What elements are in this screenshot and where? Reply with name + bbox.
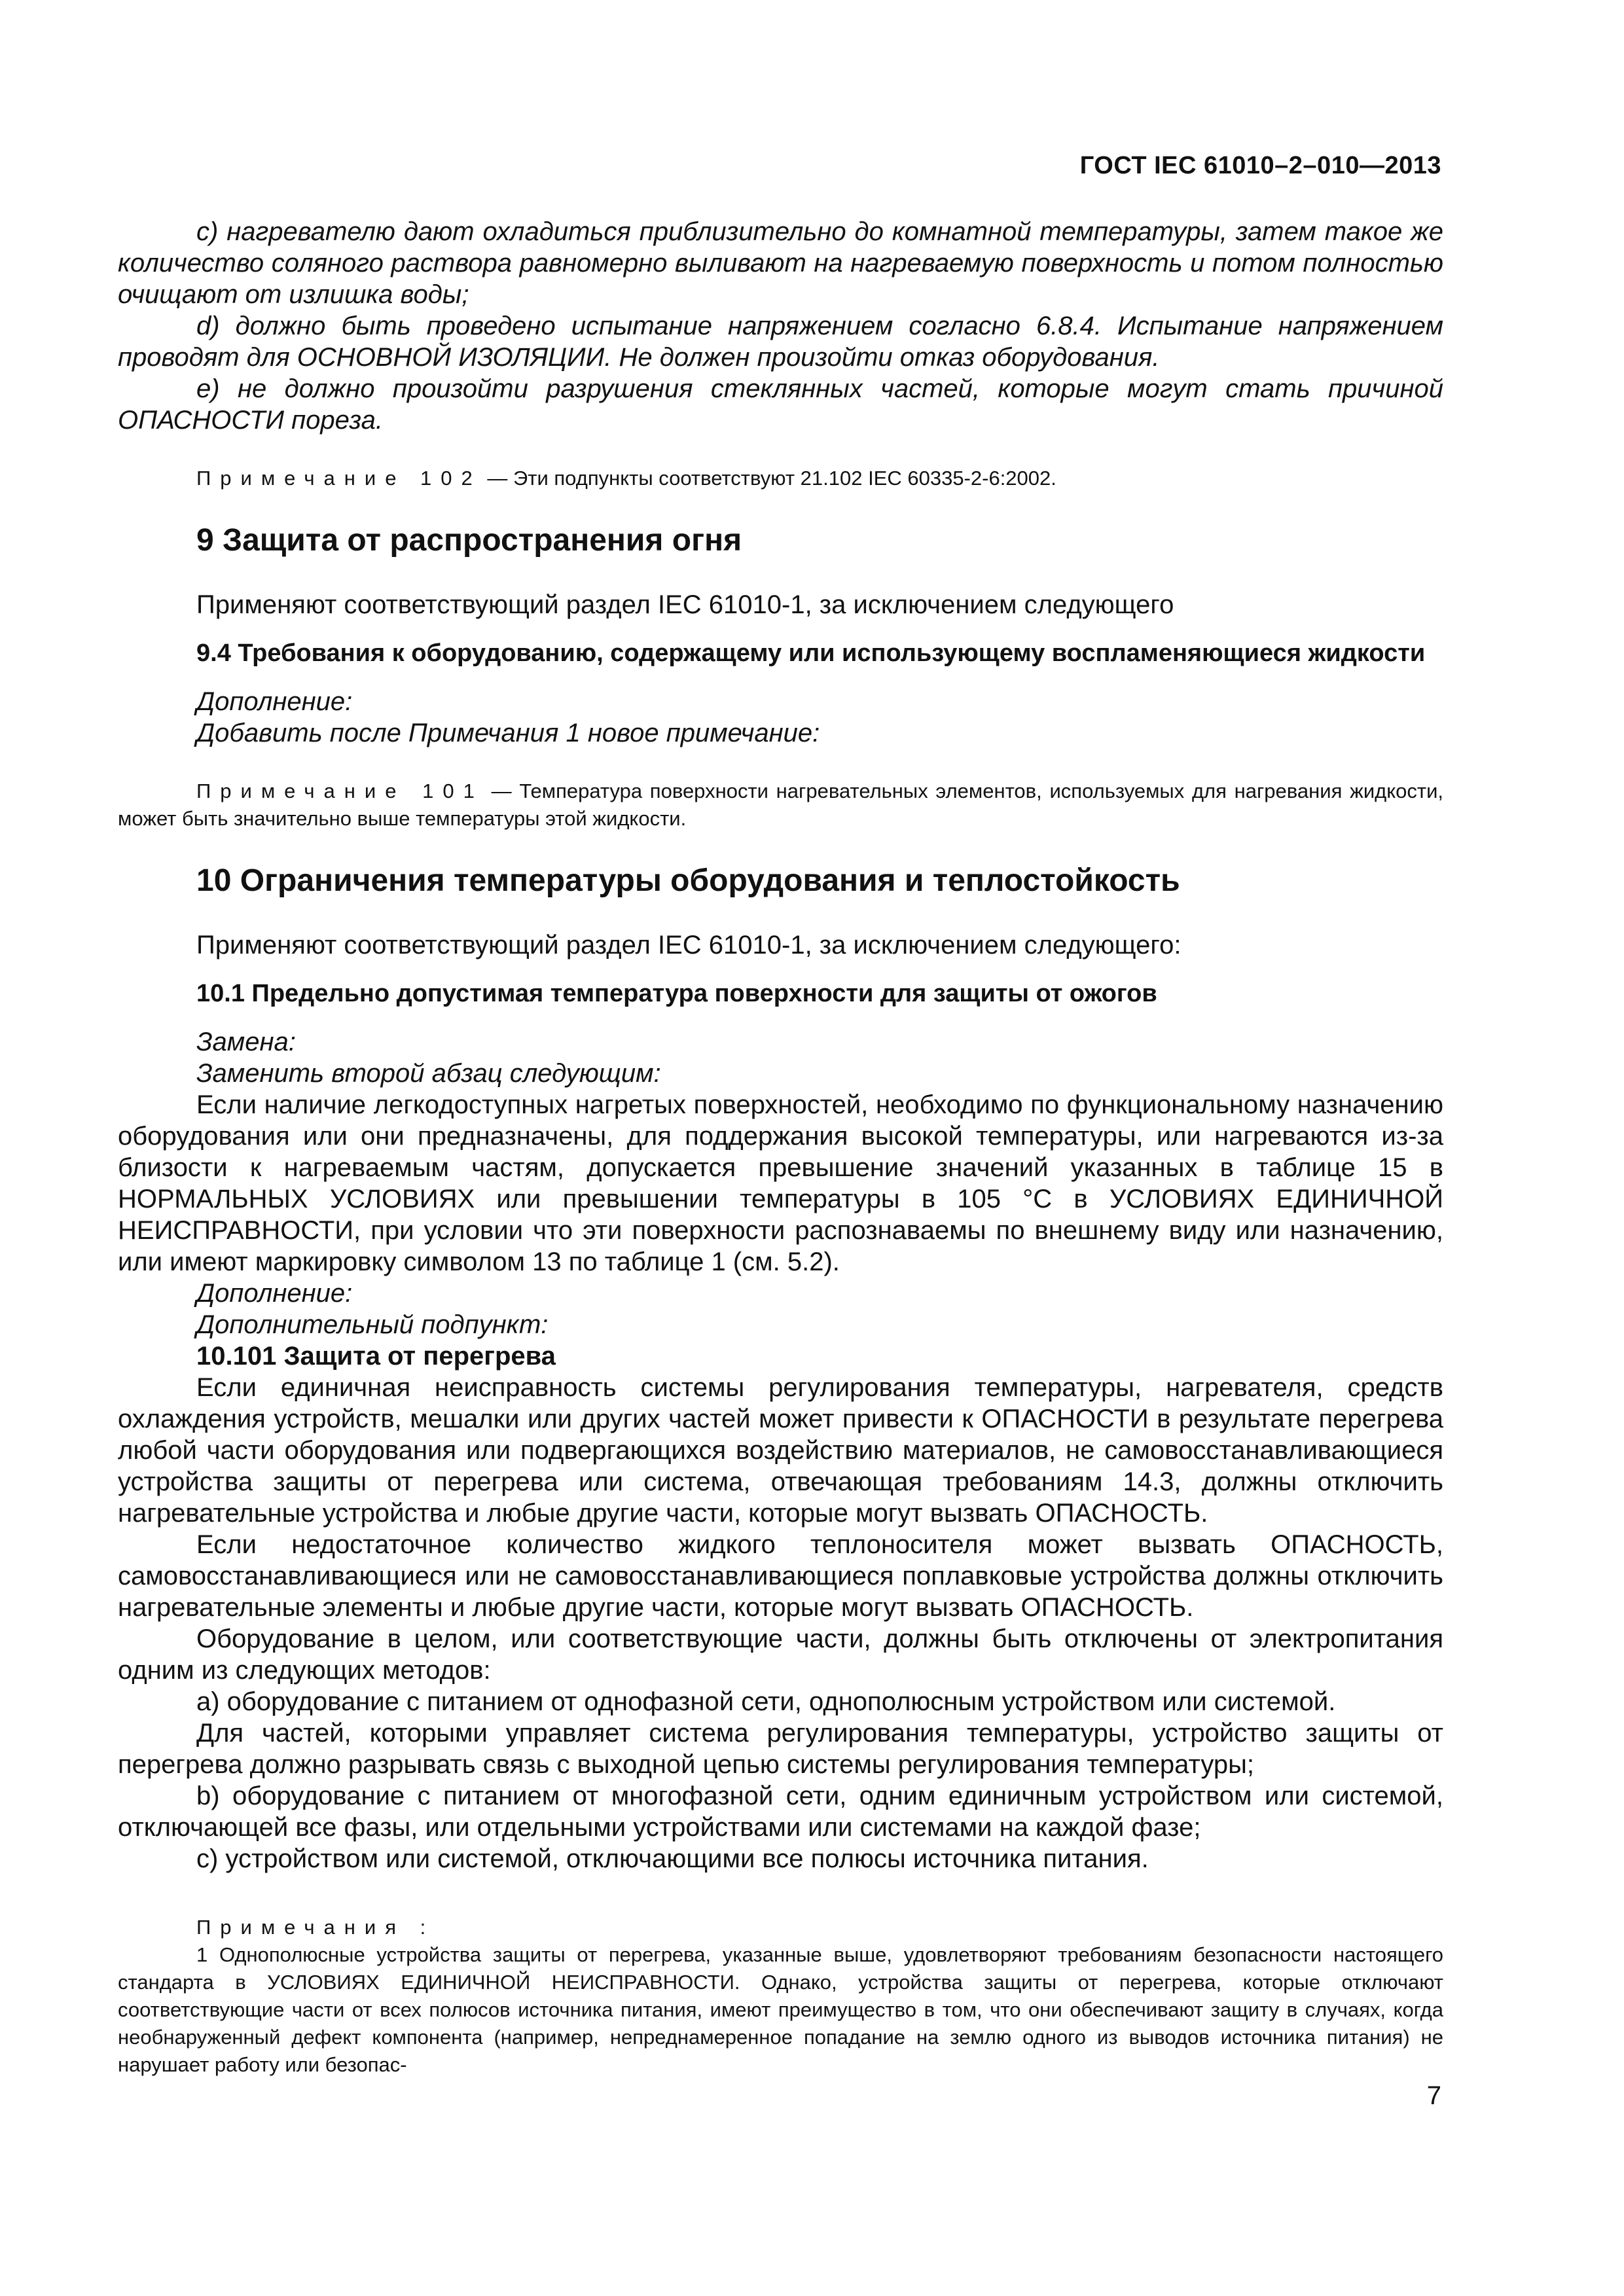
subclause-heading-10-101: 10.101 Защита от перегрева [196, 1342, 556, 1371]
section-heading-9: 9 Защита от распространения огня [196, 523, 742, 558]
list-item-b: b) оборудование с питанием от многофазной сети, одним единичным устройством или системой, отключающей все фазы, или отдельными устройствами или системами на каждой фазе; [118, 1782, 1443, 1842]
addition-label-2: Дополнение: [196, 1279, 353, 1308]
note-102-text: — Эти подпункты соответствуют 21.102 IEC 60335-2-6:2002. [481, 467, 1056, 490]
note-101-label: Примечание 101 [196, 780, 484, 802]
additional-subclause-label: Дополнительный подпункт: [196, 1310, 549, 1339]
section-9-intro: Применяют соответствующий раздел IEC 61010-1, за исключением следующего [196, 590, 1174, 619]
subsection-heading-10-1: 10.1 Предельно допустимая температура поверхности для защиты от ожогов [196, 980, 1157, 1007]
paragraph-10-101-c: Оборудование в целом, или соответствующие части, должны быть отключены от электропитания одним из следующих методов: [118, 1624, 1443, 1685]
note-1: 1 Однополюсные устройства защиты от перегрева, указанные выше, удовлетворяют требованиям безопасности настоящего стандарта в УСЛОВИЯХ ЕДИНИЧНОЙ НЕИСПРАВНОСТИ. Однако, устройства защиты от перегрева, которые отключают соответствующие части от всех полюсов источника питания, имеют преимущество в том, что они обеспечивают защиту в случаях, когда необнаруженный дефект компонента (например, непреднамеренное попадание на землю одного из выводов источника питания) не нарушает работу или безопас- [118, 1943, 1443, 2076]
page-number: 7 [1426, 2081, 1441, 2110]
replacement-instruction: Заменить второй абзац следующим: [196, 1059, 661, 1088]
document-header-id: ГОСТ IEC 61010–2–010—2013 [1079, 152, 1441, 179]
section-heading-10: 10 Ограничения температуры оборудования и теплостойкость [196, 863, 1180, 898]
paragraph-10-1: Если наличие легкодоступных нагретых поверхностей, необходимо по функциональному назначению оборудования или они предназначены, для поддержания высокой температуры, или нагреваются из-за близости к нагреваемым частям, допускается превышение значений указанных в таблице 15 в НОРМАЛЬНЫХ УСЛОВИЯХ или превышении температуры в 105 °С в УСЛОВИЯХ ЕДИНИЧНОЙ НЕИСПРАВНОСТИ, при условии что эти поверхности распознаваемы по внешнему виду или назначению, или имеют маркировку символом 13 по таблице 1 (см. 5.2). [118, 1090, 1443, 1276]
note-102 [118, 465, 1443, 492]
list-item-a: a) оборудование с питанием от однофазной сети, однополюсным устройством или системой. [196, 1687, 1336, 1716]
addition-label: Дополнение: [196, 687, 353, 716]
replacement-label: Замена: [196, 1028, 296, 1056]
list-item-c: c) устройством или системой, отключающими все полюсы источника питания. [196, 1844, 1149, 1873]
note-101 [118, 778, 1443, 833]
addition-instruction: Добавить после Примечания 1 новое примечание: [196, 719, 820, 747]
document-body [118, 216, 1443, 2079]
paragraph-item-d: d) должно быть проведено испытание напряжением согласно 6.8.4. Испытание напряжением проводят для ОСНОВНОЙ ИЗОЛЯЦИИ. Не должен произойти отказ оборудования. [118, 312, 1443, 372]
paragraph-10-101-a: Если единичная неисправность системы регулирования температуры, нагревателя, средств охлаждения устройств, мешалки или других частей может привести к ОПАСНОСТИ в результате перегрева любой части оборудования или подвергающихся воздействию материалов, не самовосстанавливающиеся устройства защиты от перегрева или система, отвечающая требованиям 14.3, должны отключить нагревательные устройства и любые другие части, которые могут вызвать ОПАСНОСТЬ. [118, 1373, 1443, 1528]
notes-label: Примечания : [196, 1916, 435, 1939]
subsection-heading-9-4: 9.4 Требования к оборудованию, содержащему или использующему воспламеняющиеся жидкости [196, 639, 1426, 667]
paragraph-item-c: c) нагревателю дают охладиться приблизительно до комнатной температуры, затем такое же количество соляного раствора равномерно выливают на нагреваемую поверхность и потом полностью очищают от излишка воды; [118, 217, 1443, 309]
list-item-a-continuation: Для частей, которыми управляет система регулирования температуры, устройство защиты от перегрева должно разрывать связь с выходной цепью системы регулирования температуры; [118, 1719, 1443, 1779]
note-101-text: — Температура поверхности нагревательных элементов, используемых для нагревания жидкости, может быть значительно выше температуры этой жидкости. [118, 780, 1443, 830]
paragraph-item-e: e) не должно произойти разрушения стеклянных частей, которые могут стать причиной ОПАСНОСТИ пореза. [118, 374, 1443, 435]
paragraph-10-101-b: Если недостаточное количество жидкого теплоносителя может вызвать ОПАСНОСТЬ, самовосстанавливающиеся или не самовосстанавливающиеся поплавковые устройства должны отключить нагревательные элементы и любые другие части, которые могут вызвать ОПАСНОСТЬ. [118, 1530, 1443, 1622]
section-10-intro: Применяют соответствующий раздел IEC 61010-1, за исключением следующего: [196, 931, 1182, 960]
note-102-label: Примечание 102 [196, 467, 482, 490]
